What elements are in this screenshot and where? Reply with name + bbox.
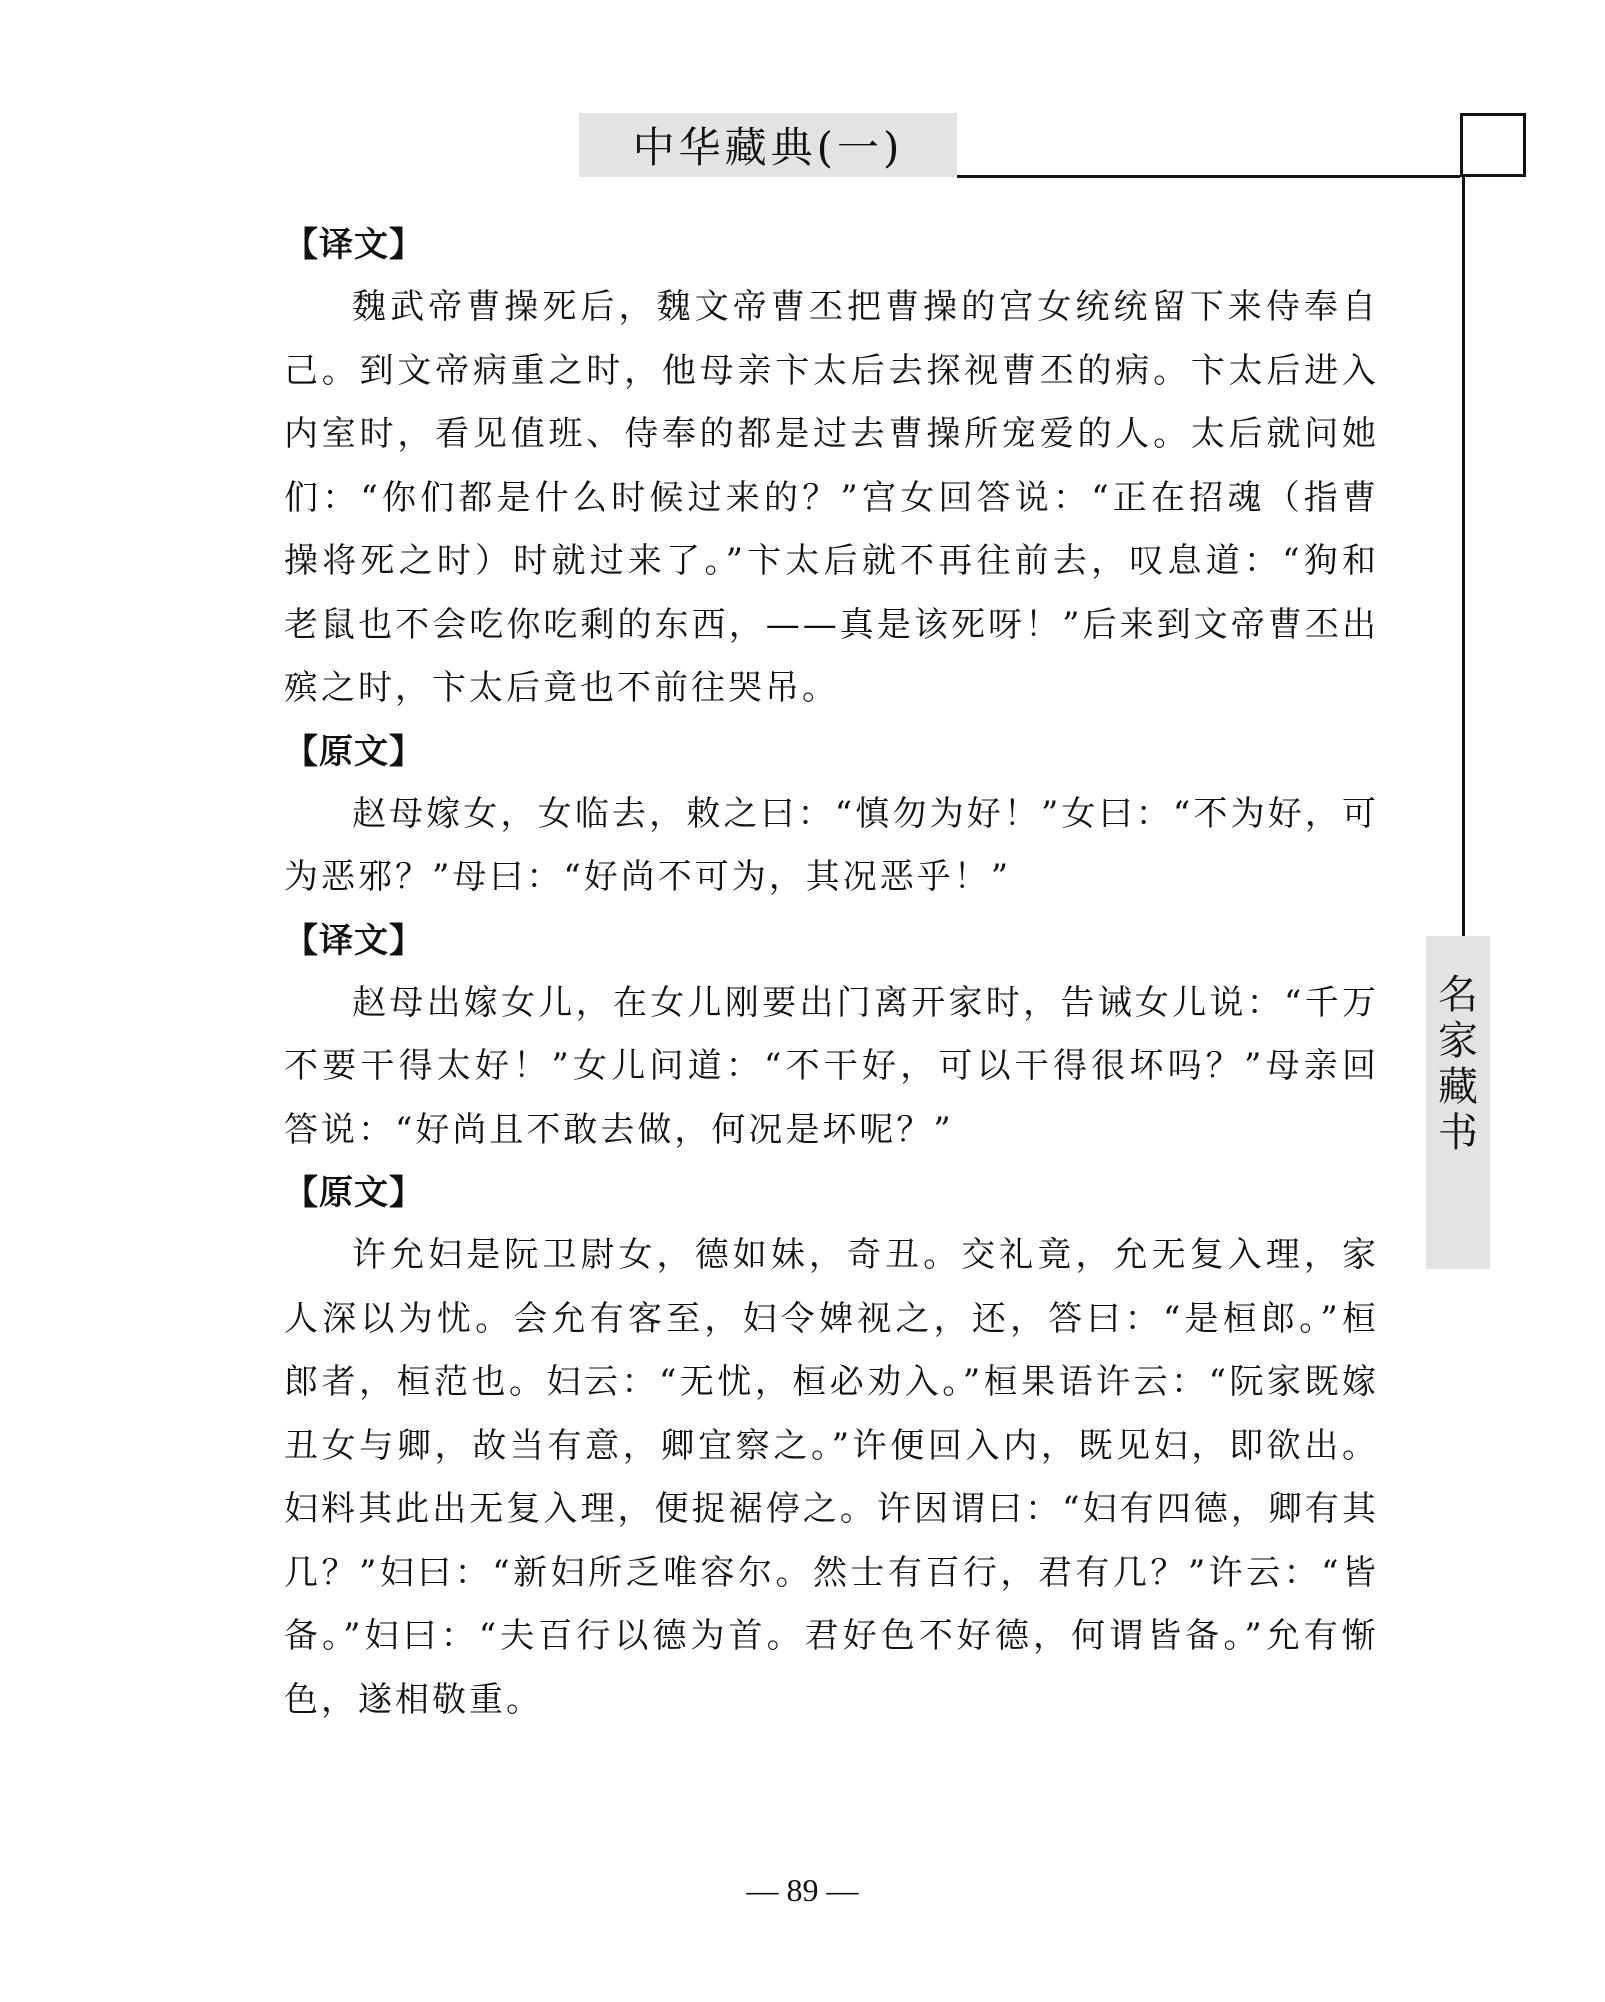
side-tab-char: 名 (1438, 972, 1478, 1018)
section-paragraph: 魏武帝曹操死后，魏文帝曹丕把曹操的宫女统统留下来侍奉自己。到文帝病重之时，他母亲卞太后去探视曹丕的病。卞太后进入内室时，看见值班、侍奉的都是过去曹操所宠爱的人。太后就问她们：“你们都是什么时候过来的？”宫女回答说：“正在招魂（指曹操将死之时）时就过来了。”卞太后就不再往前去，叹息道：“狗和老鼠也不会吃你吃剩的东西，——真是该死呀！”后来到文帝曹丕出殡之时，卞太后竟也不前往哭吊。 (284, 287, 1379, 708)
corner-box (1460, 113, 1526, 177)
header-rule (957, 175, 1460, 178)
page-body (284, 214, 1379, 1732)
section-heading: 【译文】 (284, 920, 424, 961)
page-number: — 89 — (746, 1872, 859, 1908)
side-tab-char: 家 (1438, 1018, 1478, 1064)
side-tab (1426, 936, 1490, 1269)
side-tab-char: 书 (1438, 1110, 1478, 1156)
section-paragraph: 许允妇是阮卫尉女，德如妹，奇丑。交礼竟，允无复入理，家人深以为忧。会允有客至，妇令婢视之，还，答曰：“是桓郎。”桓郎者，桓范也。妇云：“无忧，桓必劝入。”桓果语许云：“阮家既嫁丑女与卿，故当有意，卿宜察之。”许便回入内，既见妇，即欲出。妇料其此出无复入理，便捉裾停之。许因谓曰：“妇有四德，卿有其几？”妇曰：“新妇所乏唯容尔。然士有百行，君有几？”许云：“皆备。”妇曰：“夫百行以德为首。君好色不好德，何谓皆备。”允有惭色，遂相敬重。 (284, 1235, 1379, 1720)
section-paragraph: 赵母出嫁女儿，在女儿刚要出门离开家时，告诫女儿说：“千万不要干得太好！”女儿问道：“不干好，可以干得很坏吗？”母亲回答说：“好尚且不敢去做，何况是坏呢？” (284, 982, 1379, 1150)
book-title: 中华藏典(一) (579, 113, 957, 177)
side-tab-char: 藏 (1438, 1064, 1478, 1110)
section-heading: 【原文】 (284, 731, 424, 772)
section-heading: 【原文】 (284, 1173, 424, 1213)
side-rule (1462, 176, 1465, 936)
section-heading: 【译文】 (284, 225, 424, 265)
section-paragraph: 赵母嫁女，女临去，敕之曰：“慎勿为好！”女曰：“不为好，可为恶邪？”母曰：“好尚不可为，其况恶乎！” (284, 793, 1379, 897)
